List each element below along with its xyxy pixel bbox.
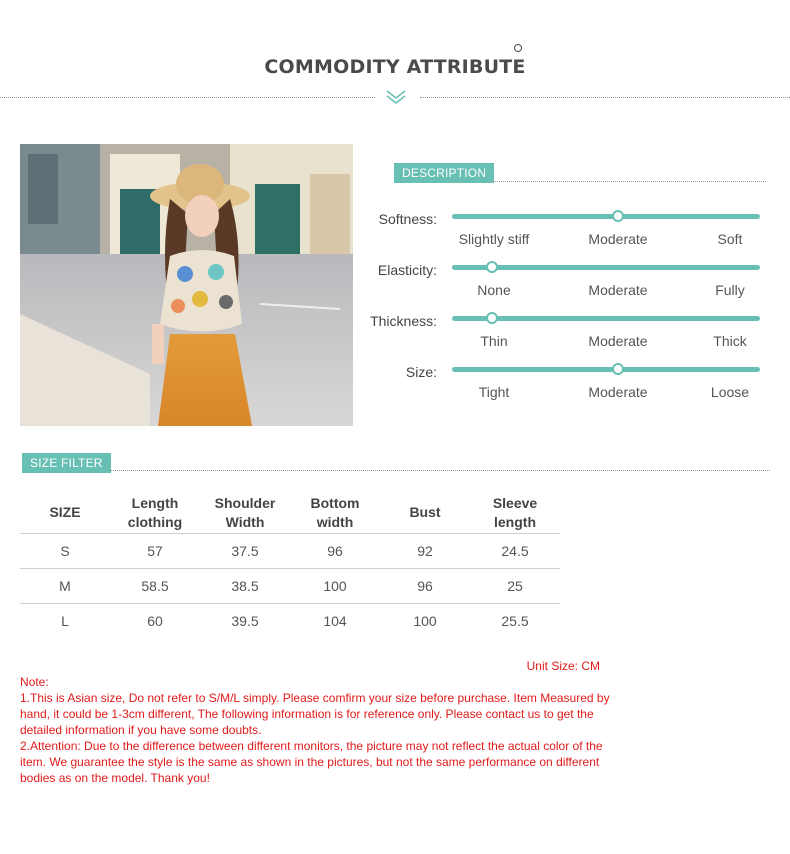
header-divider	[20, 533, 560, 534]
table-cell: 100	[323, 578, 347, 594]
header-divider-left	[0, 97, 375, 98]
softness-slider[interactable]	[452, 214, 760, 219]
column-header-sleeve: Sleeve length	[492, 495, 538, 530]
softness-option-2: Moderate	[588, 231, 648, 247]
column-header-bottom: Bottom width	[310, 495, 360, 530]
elasticity-option-3: Fully	[715, 282, 745, 298]
note-item-2: 2.Attention: Due to the difference between different monitors, the picture may not reflect the actual color of the item. We guarantee the style is the same as shown in the pictures, but not the same performance on different bodies as on the model. Thank you!	[20, 739, 603, 785]
table-cell: 24.5	[501, 543, 529, 559]
table-cell: 100	[413, 613, 437, 629]
softness-knob[interactable]	[612, 210, 624, 222]
table-cell: M	[59, 578, 71, 594]
table-cell: 96	[327, 543, 343, 559]
size-filter-tag: SIZE FILTER	[22, 453, 111, 473]
softness-option-1: Slightly stiff	[458, 231, 530, 247]
table-cell: 39.5	[231, 613, 259, 629]
elasticity-option-2: Moderate	[588, 282, 648, 298]
table-cell: S	[60, 543, 70, 559]
column-header-size: SIZE	[49, 504, 81, 520]
size-filter-divider	[109, 470, 770, 471]
size-option-1: Tight	[478, 384, 510, 400]
table-cell: L	[61, 613, 69, 629]
table-cell: 38.5	[231, 578, 259, 594]
thickness-slider[interactable]	[452, 316, 760, 321]
table-cell: 92	[417, 543, 433, 559]
table-cell: 57	[147, 543, 163, 559]
thickness-option-3: Thick	[713, 333, 747, 349]
softness-option-3: Soft	[717, 231, 743, 247]
thickness-knob[interactable]	[486, 312, 498, 324]
thickness-option-2: Moderate	[588, 333, 648, 349]
product-photo	[20, 144, 353, 426]
elasticity-label: Elasticity:	[377, 262, 437, 278]
note-title: Note:	[20, 675, 49, 689]
table-cell: 58.5	[141, 578, 169, 594]
note-item-1: 1.This is Asian size, Do not refer to S/M/L simply. Please comfirm your size before purchase. Item Measured by hand, it could be 1-3cm different, The following information is for reference only. Please contact us to get the detailed information if you have some doubts.	[20, 691, 610, 737]
size-knob[interactable]	[612, 363, 624, 375]
column-header-length: Length clothing	[127, 495, 183, 530]
unit-size-label: Unit Size: CM	[526, 659, 600, 673]
row-divider	[20, 568, 560, 569]
table-cell: 104	[323, 613, 347, 629]
table-cell: 25	[507, 578, 523, 594]
size-option-3: Loose	[710, 384, 750, 400]
table-cell: 25.5	[501, 613, 529, 629]
elasticity-slider[interactable]	[452, 265, 760, 270]
table-cell: 96	[417, 578, 433, 594]
thickness-label: Thickness:	[370, 313, 437, 329]
chevron-down-icon	[384, 88, 408, 104]
column-header-shoulder: Shoulder Width	[214, 495, 276, 530]
page-title: COMMODITY ATTRIBUTE	[264, 56, 526, 78]
header-divider-right	[420, 97, 790, 98]
size-label: Size:	[405, 364, 437, 380]
thickness-option-1: Thin	[480, 333, 508, 349]
description-divider	[492, 181, 766, 182]
size-option-2: Moderate	[588, 384, 648, 400]
table-cell: 37.5	[231, 543, 259, 559]
table-cell: 60	[147, 613, 163, 629]
description-tag: DESCRIPTION	[394, 163, 494, 183]
elasticity-option-1: None	[477, 282, 511, 298]
notes-block	[20, 674, 610, 786]
column-header-bust: Bust	[409, 504, 441, 520]
softness-label: Softness:	[378, 211, 437, 227]
row-divider	[20, 603, 560, 604]
size-slider[interactable]	[452, 367, 760, 372]
elasticity-knob[interactable]	[486, 261, 498, 273]
degree-icon	[514, 44, 522, 52]
